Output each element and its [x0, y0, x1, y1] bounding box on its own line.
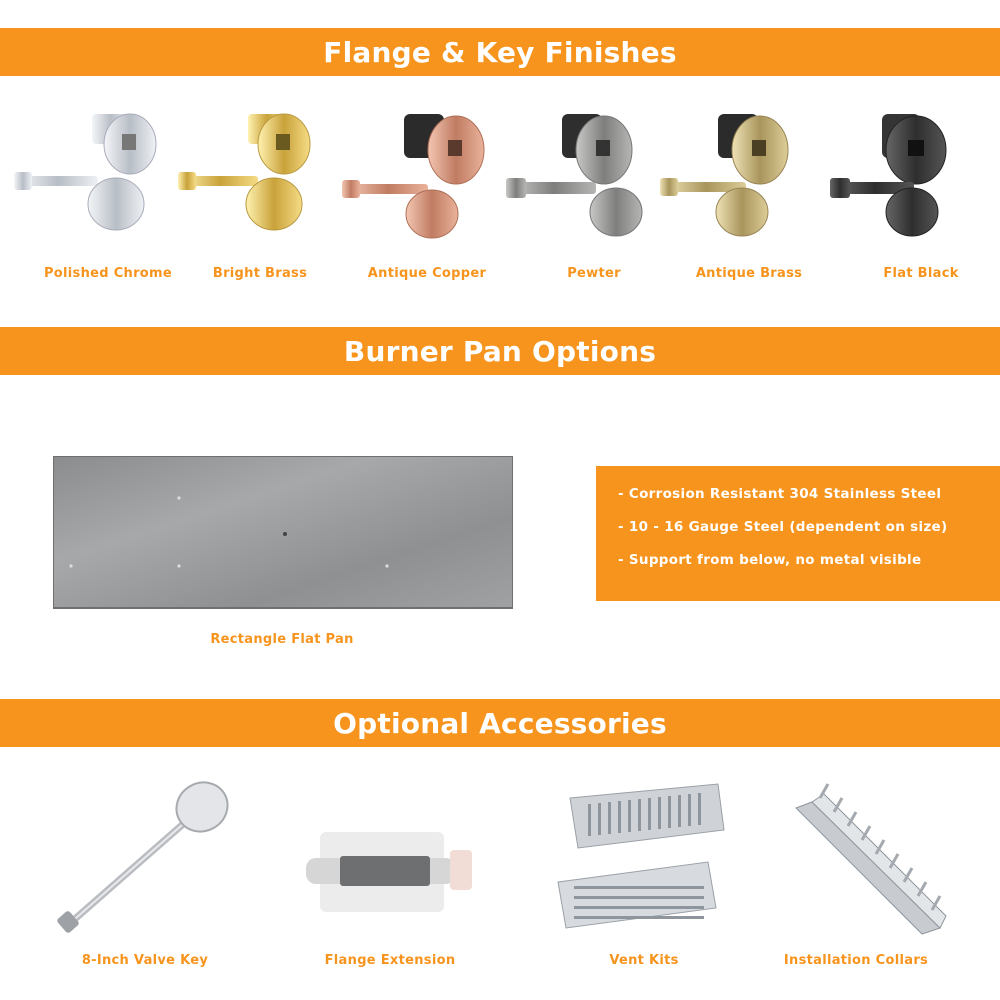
finish-label-antique-brass: Antique Brass [695, 266, 803, 281]
flange-key-icon [656, 100, 826, 248]
accessory-label-flange-extension: Flange Extension [324, 953, 456, 968]
rectangle-flat-pan-image [53, 456, 513, 609]
accessories-banner [0, 699, 1000, 747]
accessory-vent-kits [548, 778, 738, 943]
flange-key-icon [826, 100, 996, 248]
finish-item-bright-brass [172, 100, 332, 248]
flange-key-icon [338, 100, 508, 248]
pan-label: Rectangle Flat Pan [210, 632, 354, 647]
finish-label-bright-brass: Bright Brass [212, 266, 308, 281]
accessory-installation-collars [790, 778, 950, 943]
flat-pan-icon [53, 456, 513, 609]
finish-label-pewter: Pewter [567, 266, 621, 281]
finish-label-polished-chrome: Polished Chrome [43, 266, 172, 281]
finish-item-antique-copper [338, 100, 508, 248]
pan-features-box [596, 466, 1000, 601]
flange-key-icon [172, 100, 332, 248]
burner-pan-title: Burner Pan Options [343, 334, 657, 368]
pan-feature: - Support from below, no metal visible [618, 552, 922, 568]
finish-label-antique-copper: Antique Copper [367, 266, 487, 281]
accessories-title: Optional Accessories [333, 706, 667, 740]
flange-extension-icon [300, 820, 480, 940]
finish-item-pewter [502, 100, 672, 248]
accessory-label-installation-collars: Installation Collars [783, 953, 929, 968]
finish-item-antique-brass [656, 100, 826, 248]
accessory-label-vent-kits: Vent Kits [609, 953, 679, 968]
pan-feature: - 10 - 16 Gauge Steel (dependent on size) [618, 519, 948, 535]
vent-kit-icon [548, 778, 738, 943]
accessory-valve-key [50, 775, 230, 940]
finishes-title: Flange & Key Finishes [323, 35, 677, 69]
finish-label-flat-black: Flat Black [883, 266, 959, 281]
burner-pan-banner [0, 327, 1000, 375]
pan-feature: - Corrosion Resistant 304 Stainless Steel [618, 486, 942, 502]
flange-key-icon [502, 100, 672, 248]
accessory-label-valve-key: 8-Inch Valve Key [81, 953, 209, 968]
valve-key-icon [50, 775, 230, 940]
finish-item-flat-black [826, 100, 996, 248]
finishes-banner [0, 28, 1000, 76]
accessory-flange-extension [300, 820, 480, 940]
installation-collar-icon [790, 778, 950, 943]
